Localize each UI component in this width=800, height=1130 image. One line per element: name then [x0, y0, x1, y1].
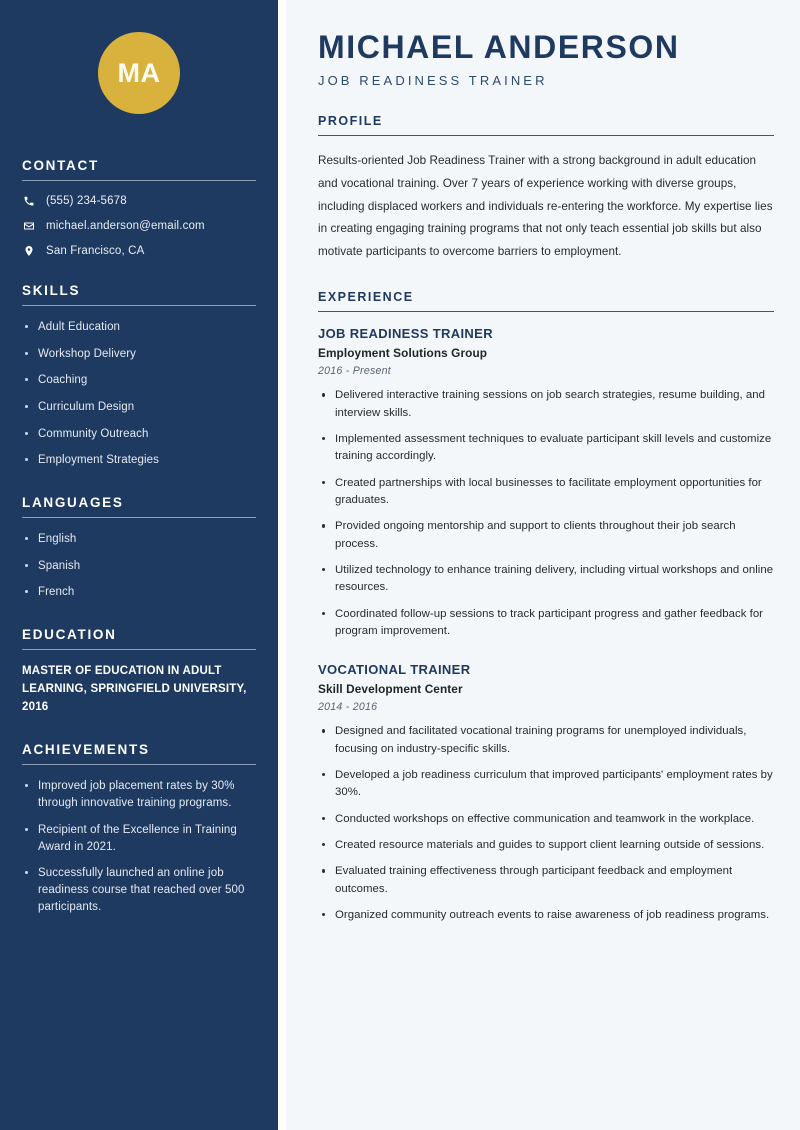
experience-role: VOCATIONAL TRAINER: [318, 662, 471, 678]
sidebar-contact-title: CONTACT: [22, 158, 99, 173]
list-item: Utilized technology to enhance training delivery, including virtual workshops and online resources.: [318, 562, 774, 597]
experience-company: Skill Development Center: [318, 682, 463, 697]
sidebar-section-skills: [22, 283, 256, 469]
divider: [22, 180, 256, 181]
job-subtitle: JOB READINESS TRAINER: [318, 72, 548, 88]
list-item: Provided ongoing mentorship and support to clients throughout their job search process.: [318, 518, 774, 553]
list-item: Adult Education: [22, 319, 256, 336]
experience-bullets: [318, 723, 774, 924]
list-item: Curriculum Design: [22, 399, 256, 416]
sidebar-achievements-title: ACHIEVEMENTS: [22, 742, 150, 758]
experience-dates: 2016 - Present: [318, 365, 391, 378]
sidebar-education-title: EDUCATION: [22, 627, 117, 643]
profile-text: Results-oriented Job Readiness Trainer with a strong background in adult education and vocational training. Over 7 years of experience working with diverse groups, including displaced workers and individuals re-entering the workforce. My expertise lies in creating engaging training programs that not only teach essential job skills but also motivate participants to overcome barriers to employment.: [318, 154, 773, 259]
divider: [22, 764, 256, 765]
list-item: Designed and facilitated vocational training programs for unemployed individuals, focusing on industry-specific skills.: [318, 723, 774, 758]
avatar-wrap: [22, 0, 256, 158]
sidebar-skills-title: SKILLS: [22, 283, 81, 298]
divider: [318, 135, 774, 136]
sidebar-section-education: [22, 627, 256, 716]
experience-dates: 2014 - 2016: [318, 701, 378, 714]
experience-company: Employment Solutions Group: [318, 346, 488, 361]
list-item: Spanish: [22, 558, 256, 575]
list-item: Employment Strategies: [22, 452, 256, 469]
list-item: Community Outreach: [22, 426, 256, 443]
section-experience: [318, 290, 774, 924]
list-item: English: [22, 531, 256, 548]
main-content: [286, 0, 800, 1130]
list-item: Conducted workshops on effective communication and teamwork in the workplace.: [318, 811, 774, 828]
sidebar-languages-title: LANGUAGES: [22, 495, 124, 511]
list-item: French: [22, 584, 256, 601]
envelope-icon: [22, 219, 35, 232]
divider: [22, 649, 256, 650]
experience-title: EXPERIENCE: [318, 290, 414, 305]
achievements-list: [22, 778, 256, 915]
list-item: Created resource materials and guides to support client learning outside of sessions.: [318, 837, 774, 854]
list-item: Developed a job readiness curriculum that improved participants' employment rates by 30%.: [318, 767, 774, 802]
contact-value-location: San Francisco, CA: [46, 244, 145, 257]
list-item: Organized community outreach events to raise awareness of job readiness programs.: [318, 907, 774, 924]
sidebar-section-languages: [22, 495, 256, 601]
contact-row-phone[interactable]: [22, 194, 256, 207]
contact-row-location[interactable]: [22, 244, 256, 257]
list-item: Workshop Delivery: [22, 346, 256, 363]
skills-list: [22, 319, 256, 469]
list-item: Created partnerships with local businesses to facilitate employment opportunities for graduates.: [318, 475, 774, 510]
education-entry: MASTER OF EDUCATION IN ADULT LEARNING, SPRINGFIELD UNIVERSITY, 2016: [22, 665, 247, 713]
list-item: Delivered interactive training sessions on job search strategies, resume building, and interview skills.: [318, 387, 774, 422]
divider: [22, 517, 256, 518]
sidebar-section-contact: [22, 158, 256, 257]
list-item: Improved job placement rates by 30% through innovative training programs.: [22, 778, 256, 811]
sidebar-section-achievements: [22, 742, 256, 915]
contact-value-phone: (555) 234-5678: [46, 194, 127, 207]
list-item: Implemented assessment techniques to evaluate participant skill levels and customize training accordingly.: [318, 431, 774, 466]
experience-role: JOB READINESS TRAINER: [318, 326, 493, 342]
contact-row-email[interactable]: [22, 219, 256, 232]
list-item: Coordinated follow-up sessions to track participant progress and gather feedback for program improvement.: [318, 606, 774, 641]
profile-title: PROFILE: [318, 113, 383, 128]
experience-entry: [318, 326, 774, 640]
page-title: MICHAEL ANDERSON: [318, 29, 680, 65]
list-item: Successfully launched an online job readiness course that reached over 500 participants.: [22, 865, 256, 915]
sidebar: [0, 0, 278, 1130]
column-gap: [278, 0, 286, 1130]
contact-value-email: michael.anderson@email.com: [46, 219, 205, 232]
experience-entry: [318, 662, 774, 924]
phone-icon: [22, 194, 35, 207]
divider: [22, 305, 256, 306]
list-item: Recipient of the Excellence in Training Award in 2021.: [22, 822, 256, 855]
experience-bullets: [318, 387, 774, 640]
divider: [318, 311, 774, 312]
location-pin-icon: [22, 244, 35, 257]
list-item: Coaching: [22, 372, 256, 389]
list-item: Evaluated training effectiveness through participant feedback and employment outcomes.: [318, 863, 774, 898]
languages-list: [22, 531, 256, 601]
avatar: MA: [98, 32, 180, 114]
section-profile: [318, 114, 774, 264]
